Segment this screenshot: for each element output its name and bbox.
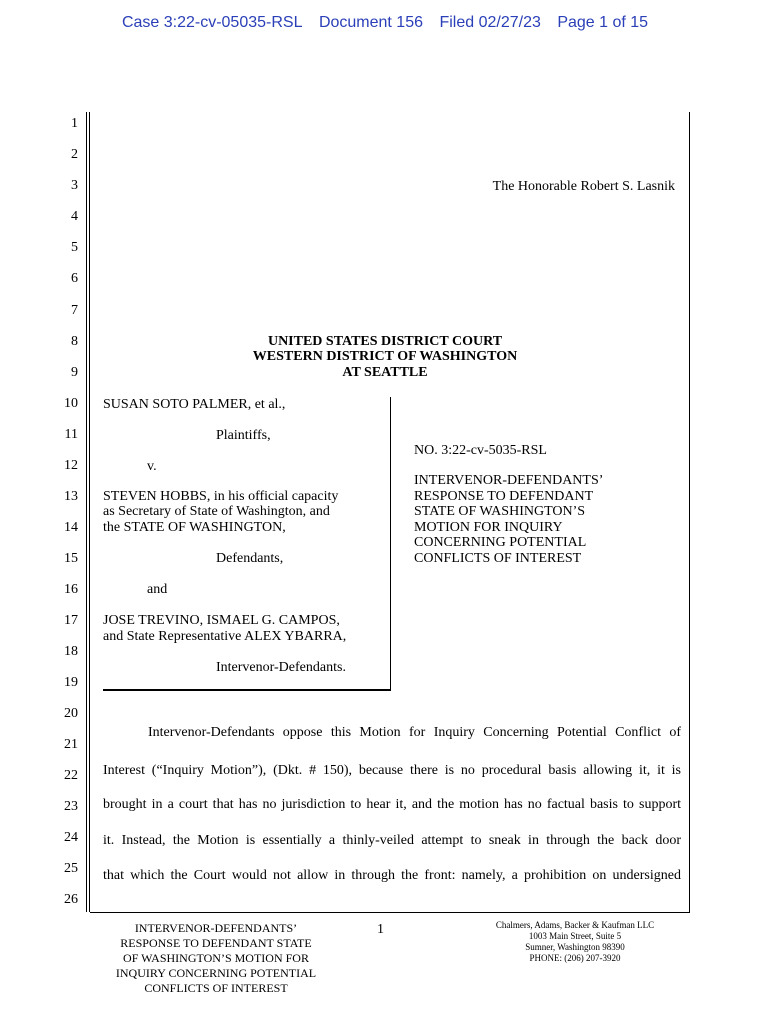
body-line: Interest (“Inquiry Motion”), (Dkt. # 150), because there is no procedural basis allowing it, it is — [103, 763, 681, 778]
line-number: 3 — [71, 178, 78, 193]
line-number: 21 — [64, 737, 78, 752]
line-number: 16 — [64, 582, 78, 597]
intervenors-label: Intervenor-Defendants. — [216, 660, 346, 675]
firm-line: 1003 Main Street, Suite 5 — [528, 931, 622, 941]
line-number: 14 — [64, 520, 78, 535]
court-heading-line: AT SEATTLE — [342, 365, 428, 380]
defendants-label: Defendants, — [216, 551, 284, 566]
page-count-stamp: Page 1 of 15 — [557, 14, 649, 31]
document-title-line: MOTION FOR INQUIRY — [414, 520, 563, 535]
defendant-line: as Secretary of State of Washington, and — [103, 504, 330, 519]
line-number: 19 — [64, 675, 78, 690]
left-margin-rule-inner — [89, 112, 90, 912]
line-number: 13 — [64, 489, 78, 504]
line-number: 8 — [71, 334, 78, 349]
line-number: 5 — [71, 240, 78, 255]
line-number: 10 — [64, 396, 78, 411]
line-number: 22 — [64, 768, 78, 783]
plaintiffs-label: Plaintiffs, — [216, 428, 271, 443]
line-number: 17 — [64, 613, 78, 628]
body-line: it. Instead, the Motion is essentially a thinly-veiled attempt to sneak in through the back door — [103, 833, 681, 848]
document-title-line: CONFLICTS OF INTEREST — [414, 551, 582, 566]
document-title-line: CONCERNING POTENTIAL — [414, 535, 587, 550]
and-label: and — [147, 582, 168, 597]
intervenor-line: JOSE TREVINO, ISMAEL G. CAMPOS, — [103, 613, 340, 628]
footer-title-line: RESPONSE TO DEFENDANT STATE — [120, 936, 312, 950]
filed-date-stamp: Filed 02/27/23 — [439, 14, 541, 31]
body-line: that which the Court would not allow in through the front: namely, a prohibition on undersigned — [103, 868, 681, 883]
line-number: 9 — [71, 365, 78, 380]
footer-rule — [90, 912, 690, 913]
line-number: 25 — [64, 861, 78, 876]
line-number: 4 — [71, 209, 78, 224]
document-number-stamp: Document 156 — [318, 14, 423, 31]
document-title-line: STATE OF WASHINGTON’S — [414, 504, 586, 519]
line-number: 23 — [64, 799, 78, 814]
intervenor-line: and State Representative ALEX YBARRA, — [103, 629, 347, 644]
case-number-stamp: Case 3:22-cv-05035-RSL — [121, 14, 303, 31]
line-number: 2 — [71, 147, 78, 162]
line-number: 1 — [71, 116, 78, 131]
line-number: 12 — [64, 458, 78, 473]
footer-title-line: CONFLICTS OF INTEREST — [144, 981, 288, 995]
page-number: 1 — [377, 922, 384, 937]
line-number: 20 — [64, 706, 78, 721]
left-margin-rule-outer — [86, 112, 87, 912]
firm-line: Sumner, Washington 98390 — [525, 942, 625, 952]
ecf-header-stamp — [0, 14, 770, 32]
right-margin-rule — [689, 112, 690, 912]
document-title-line: INTERVENOR-DEFENDANTS’ — [414, 473, 604, 488]
body-line: Intervenor-Defendants oppose this Motion for Inquiry Concerning Potential Conflict of — [148, 725, 681, 740]
judge-name: The Honorable Robert S. Lasnik — [492, 179, 675, 194]
footer-title-line: INQUIRY CONCERNING POTENTIAL — [115, 966, 317, 980]
line-number: 18 — [64, 644, 78, 659]
caption-horizontal-rule — [103, 689, 391, 690]
line-number: 26 — [64, 892, 78, 907]
line-number: 11 — [64, 427, 78, 442]
defendant-line: STEVEN HOBBS, in his official capacity — [103, 489, 339, 504]
caption-vertical-rule — [390, 397, 391, 690]
firm-line: Chalmers, Adams, Backer & Kaufman LLC — [495, 920, 655, 930]
line-number: 7 — [71, 303, 78, 318]
law-firm-block — [470, 920, 680, 964]
document-title-line: RESPONSE TO DEFENDANT — [414, 489, 594, 504]
footer-document-title — [100, 921, 332, 996]
court-heading-line: UNITED STATES DISTRICT COURT — [267, 334, 503, 349]
versus-label: v. — [147, 459, 157, 474]
footer-title-line: INTERVENOR-DEFENDANTS’ — [134, 921, 298, 935]
case-number: NO. 3:22-cv-5035-RSL — [414, 443, 547, 458]
footer-title-line: OF WASHINGTON’S MOTION FOR — [123, 951, 309, 965]
body-line: brought in a court that has no jurisdiction to hear it, and the motion has no factual basis to support — [103, 797, 681, 812]
line-number: 24 — [64, 830, 78, 845]
defendant-line: the STATE OF WASHINGTON, — [103, 520, 286, 535]
plaintiff-name: SUSAN SOTO PALMER, et al., — [103, 397, 286, 412]
line-number: 6 — [71, 271, 78, 286]
firm-line: PHONE: (206) 207-3920 — [529, 953, 621, 963]
court-heading-line: WESTERN DISTRICT OF WASHINGTON — [252, 349, 518, 364]
line-number: 15 — [64, 551, 78, 566]
